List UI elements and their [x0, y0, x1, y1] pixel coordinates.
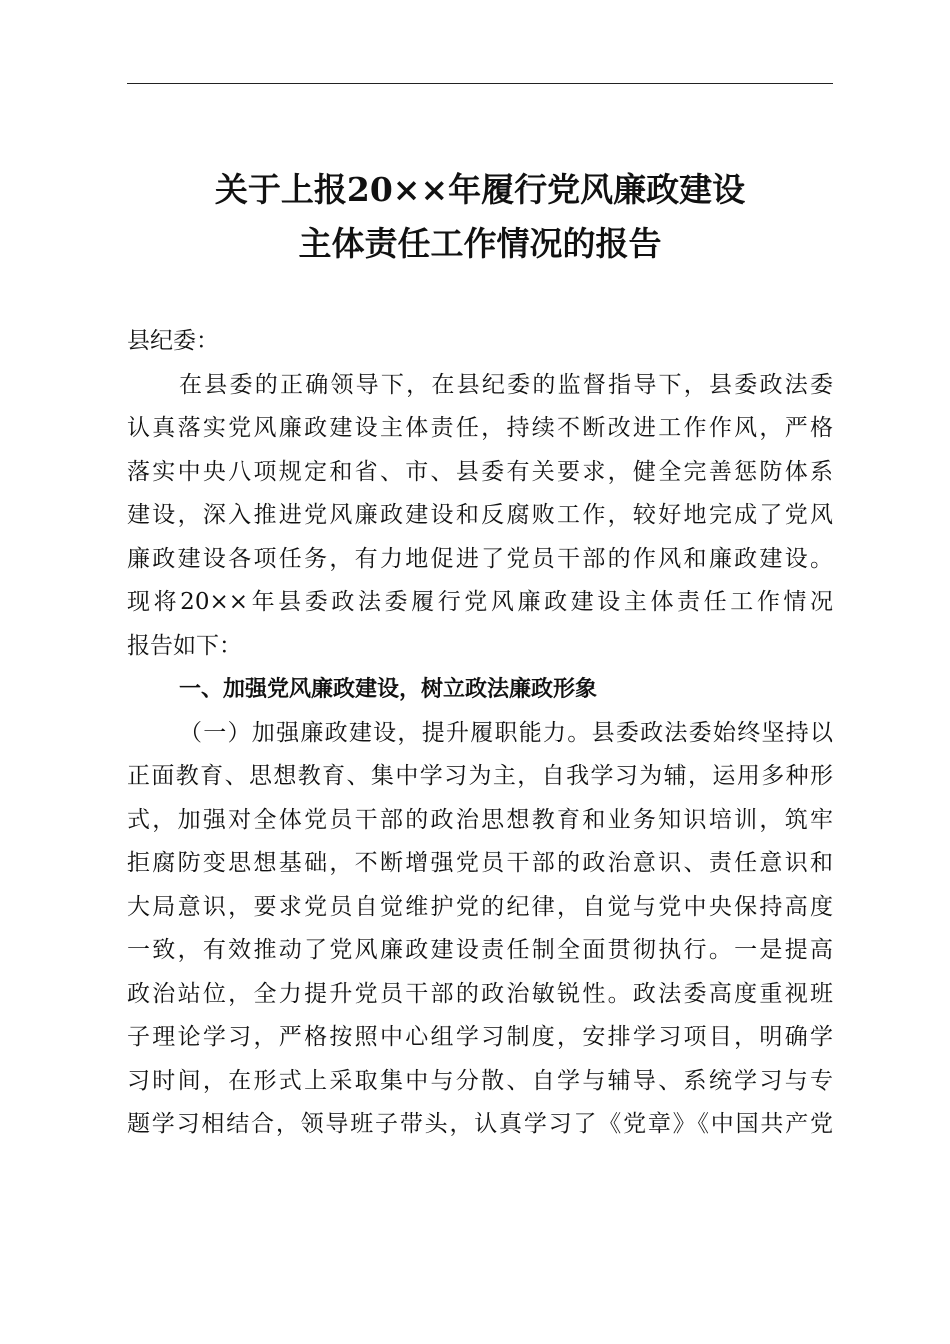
paragraph-line: 正面教育、思想教育、集中学习为主，自我学习为辅，运用多种形: [127, 763, 833, 789]
paragraph-line: 建设，深入推进党风廉政建设和反腐败工作，较好地完成了党风: [127, 502, 833, 528]
paragraph-line: 式，加强对全体党员干部的政治思想教育和业务知识培训，筑牢: [127, 806, 833, 833]
paragraph-line: 大局意识，要求党员自觉维护党的纪律，自觉与党中央保持高度: [127, 893, 833, 920]
title-line-2: 主体责任工作情况的报告: [298, 224, 662, 263]
paragraph-line: 认真落实党风廉政建设主体责任，持续不断改进工作作风，严格: [127, 415, 833, 441]
paragraph-line: 一致，有效推动了党风廉政建设责任制全面贯彻执行。一是提高: [127, 937, 833, 963]
paragraph-line: 在县委的正确领导下，在县纪委的监督指导下，县委政法委: [179, 371, 833, 398]
paragraph-line: 落实中央八项规定和省、市、县委有关要求，健全完善惩防体系: [127, 458, 833, 485]
paragraph-line: 政治站位，全力提升党员干部的政治敏锐性。政法委高度重视班: [127, 980, 833, 1007]
paragraph-line: 报告如下：: [127, 632, 242, 659]
paragraph-line: （一）加强廉政建设，提升履职能力。县委政法委始终坚持以: [179, 719, 833, 746]
header-rule: [127, 83, 833, 84]
document-title: [127, 163, 833, 271]
paragraph-line: 现将20××年县委政法委履行党风廉政建设主体责任工作情况: [127, 589, 833, 615]
paragraph-line: 廉政建设各项任务，有力地促进了党员干部的作风和廉政建设。: [127, 545, 833, 572]
title-line-1: 关于上报20××年履行党风廉政建设: [214, 170, 746, 209]
document-body: [127, 320, 833, 1147]
paragraph-line: 习时间，在形式上采取集中与分散、自学与辅导、系统学习与专: [127, 1067, 833, 1094]
paragraph-line: 拒腐防变思想基础，不断增强党员干部的政治意识、责任意识和: [127, 850, 833, 876]
section-heading: 一、加强党风廉政建设，树立政法廉政形象: [179, 677, 598, 702]
paragraph-line: 子理论学习，严格按照中心组学习制度，安排学习项目，明确学: [127, 1024, 833, 1050]
salutation: 县纪委：: [127, 328, 219, 354]
paragraph-line: 题学习相结合，领导班子带头，认真学习了《党章》《中国共产党: [127, 1111, 833, 1137]
